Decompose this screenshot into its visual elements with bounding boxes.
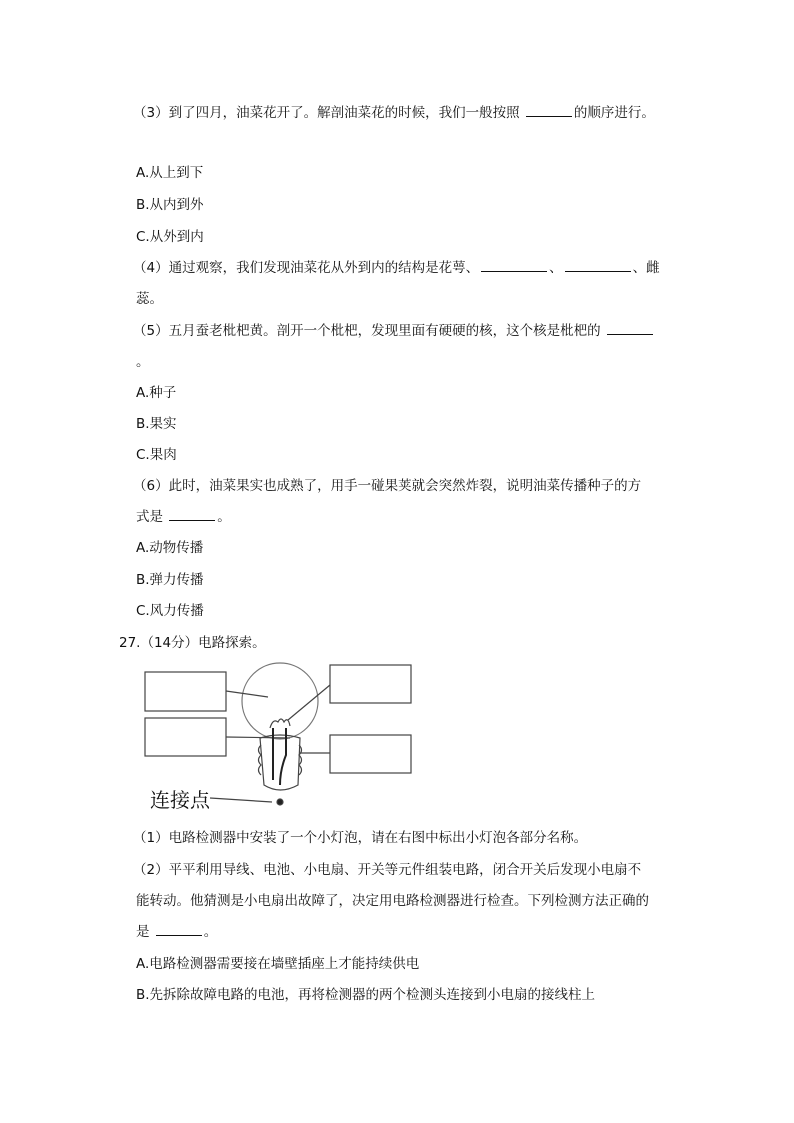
answer-blank[interactable] xyxy=(156,923,202,936)
light-bulb-diagram xyxy=(140,660,420,820)
q5-line2: 。 xyxy=(136,354,150,370)
q6-option-a: A.动物传播 xyxy=(136,540,204,556)
question-4 xyxy=(133,259,660,277)
question-5 xyxy=(133,322,655,340)
q27-option-b: B.先拆除故障电路的电池，再将检测器的两个检测头连接到小电扇的接线柱上 xyxy=(136,987,596,1003)
q6-option-c: C.风力传播 xyxy=(136,603,204,619)
label-box xyxy=(145,718,226,756)
label-box xyxy=(145,672,226,711)
q5-option-a: A.种子 xyxy=(136,385,177,401)
answer-blank[interactable] xyxy=(607,322,653,335)
label-box xyxy=(330,665,411,703)
q27-sub2-line2: 能转动。他猜测是小电扇出故障了，决定用电路检测器进行检查。下列检测方法正确的 xyxy=(136,893,649,909)
q4-sep: 、 xyxy=(549,260,563,276)
q4-line2: 蕊。 xyxy=(136,291,163,307)
q5-text: （5）五月蚕老枇杷黄。剖开一个枇杷，发现里面有硬硬的核，这个核是枇杷的 xyxy=(133,323,601,339)
q6-option-b: B.弹力传播 xyxy=(136,572,204,588)
q27-sub1: （1）电路检测器中安装了一个小灯泡，请在右图中标出小灯泡各部分名称。 xyxy=(133,830,588,846)
answer-blank[interactable] xyxy=(169,508,215,521)
q4-text: （4）通过观察，我们发现油菜花从外到内的结构是花萼、 xyxy=(133,260,480,276)
connection-point-label: 连接点 xyxy=(150,788,210,812)
q6-line2a: 式是 xyxy=(136,509,163,525)
answer-blank[interactable] xyxy=(481,259,547,272)
q6-line2b: 。 xyxy=(217,509,231,525)
q3-option-b: B.从内到外 xyxy=(136,197,204,213)
q6-line2 xyxy=(136,508,231,526)
q27-sub2-line1: （2）平平利用导线、电池、小电扇、开关等元件组装电路，闭合开关后发现小电扇不 xyxy=(133,862,642,878)
answer-blank[interactable] xyxy=(526,104,572,117)
question-3 xyxy=(133,104,655,122)
answer-blank[interactable] xyxy=(565,259,631,272)
q3-option-a: A.从上到下 xyxy=(136,165,204,181)
q27-option-a: A.电路检测器需要接在墙壁插座上才能持续供电 xyxy=(136,956,420,972)
q4-end: 、雌 xyxy=(632,260,660,276)
q27-sub2-line3a: 是 xyxy=(136,924,150,940)
q6-text: （6）此时，油菜果实也成熟了，用手一碰果荚就会突然炸裂，说明油菜传播种子的方 xyxy=(133,478,642,494)
q5-option-b: B.果实 xyxy=(136,416,177,432)
q27-sub2-line3b: 。 xyxy=(203,924,218,940)
q3-after: 的顺序进行。 xyxy=(573,105,655,121)
q3-text: （3）到了四月，油菜花开了。解剖油菜花的时候，我们一般按照 xyxy=(133,105,520,121)
q5-option-c: C.果肉 xyxy=(136,447,177,463)
label-box xyxy=(330,735,411,773)
question-27-title: 27.（14分）电路探索。 xyxy=(119,635,266,651)
q27-sub2-line3 xyxy=(136,923,217,941)
q3-option-c: C.从外到内 xyxy=(136,229,204,245)
